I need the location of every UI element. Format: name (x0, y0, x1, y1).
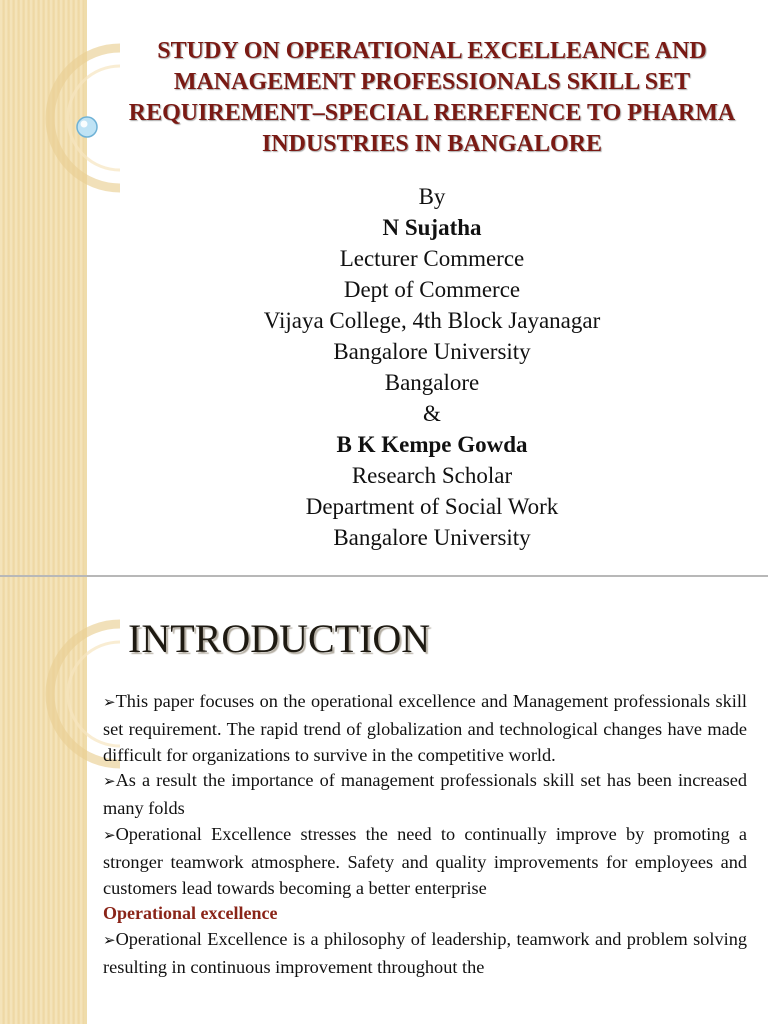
credit-line: Bangalore University (333, 525, 531, 550)
introduction-body (103, 689, 747, 981)
page-title: STUDY ON OPERATIONAL EXCELLEANCE AND MANAGEMENT PROFESSIONALS SKILL SET REQUIREMENT–SPECIAL REREFENCE TO PHARMA INDUSTRIES IN BANGALORE (128, 38, 736, 157)
credit-line: Bangalore University (333, 339, 531, 364)
ring-ornament-icon (0, 576, 120, 836)
credit-line: By (418, 184, 446, 209)
credit-line: & (423, 401, 441, 426)
ring-ornament-icon (0, 0, 120, 260)
arrow-bullet-icon: ➢ (103, 774, 116, 791)
author-name: N Sujatha (382, 215, 482, 240)
credit-line: Vijaya College, 4th Block Jayanagar (263, 308, 601, 333)
subheading: Operational excellence (103, 903, 278, 924)
arrow-bullet-icon: ➢ (103, 827, 116, 844)
arrow-bullet-icon: ➢ (103, 695, 116, 711)
credit-line: Dept of Commerce (343, 277, 521, 302)
credit-line: Research Scholar (351, 463, 513, 488)
bullet-item: ➢As a result the importance of management professionals skill set has been increased many folds (103, 770, 747, 819)
credit-line: Department of Social Work (305, 494, 559, 519)
author-credits (112, 181, 752, 553)
bullet-item: ➢Operational Excellence stresses the need to continually improve by promoting a stronger teamwork atmosphere. Safety and quality improvements for employees and customers lead towards becoming a better enterprise (103, 823, 747, 898)
arrow-bullet-icon: ➢ (103, 933, 116, 950)
slide-divider (0, 575, 768, 577)
bullet-item: ➢Operational Excellence is a philosophy of leadership, teamwork and problem solving resulting in continuous improvement throughout the (103, 929, 747, 977)
credit-line: Bangalore (384, 370, 480, 395)
author-name: B K Kempe Gowda (336, 432, 528, 457)
credit-line: Lecturer Commerce (339, 246, 525, 271)
section-heading: INTRODUCTION (128, 616, 431, 661)
bullet-item: ➢This paper focuses on the operational excellence and Management professionals skill set requirement. The rapid trend of globalization and technological changes have made difficult for organizations to survive in the competitive world. (103, 691, 747, 765)
